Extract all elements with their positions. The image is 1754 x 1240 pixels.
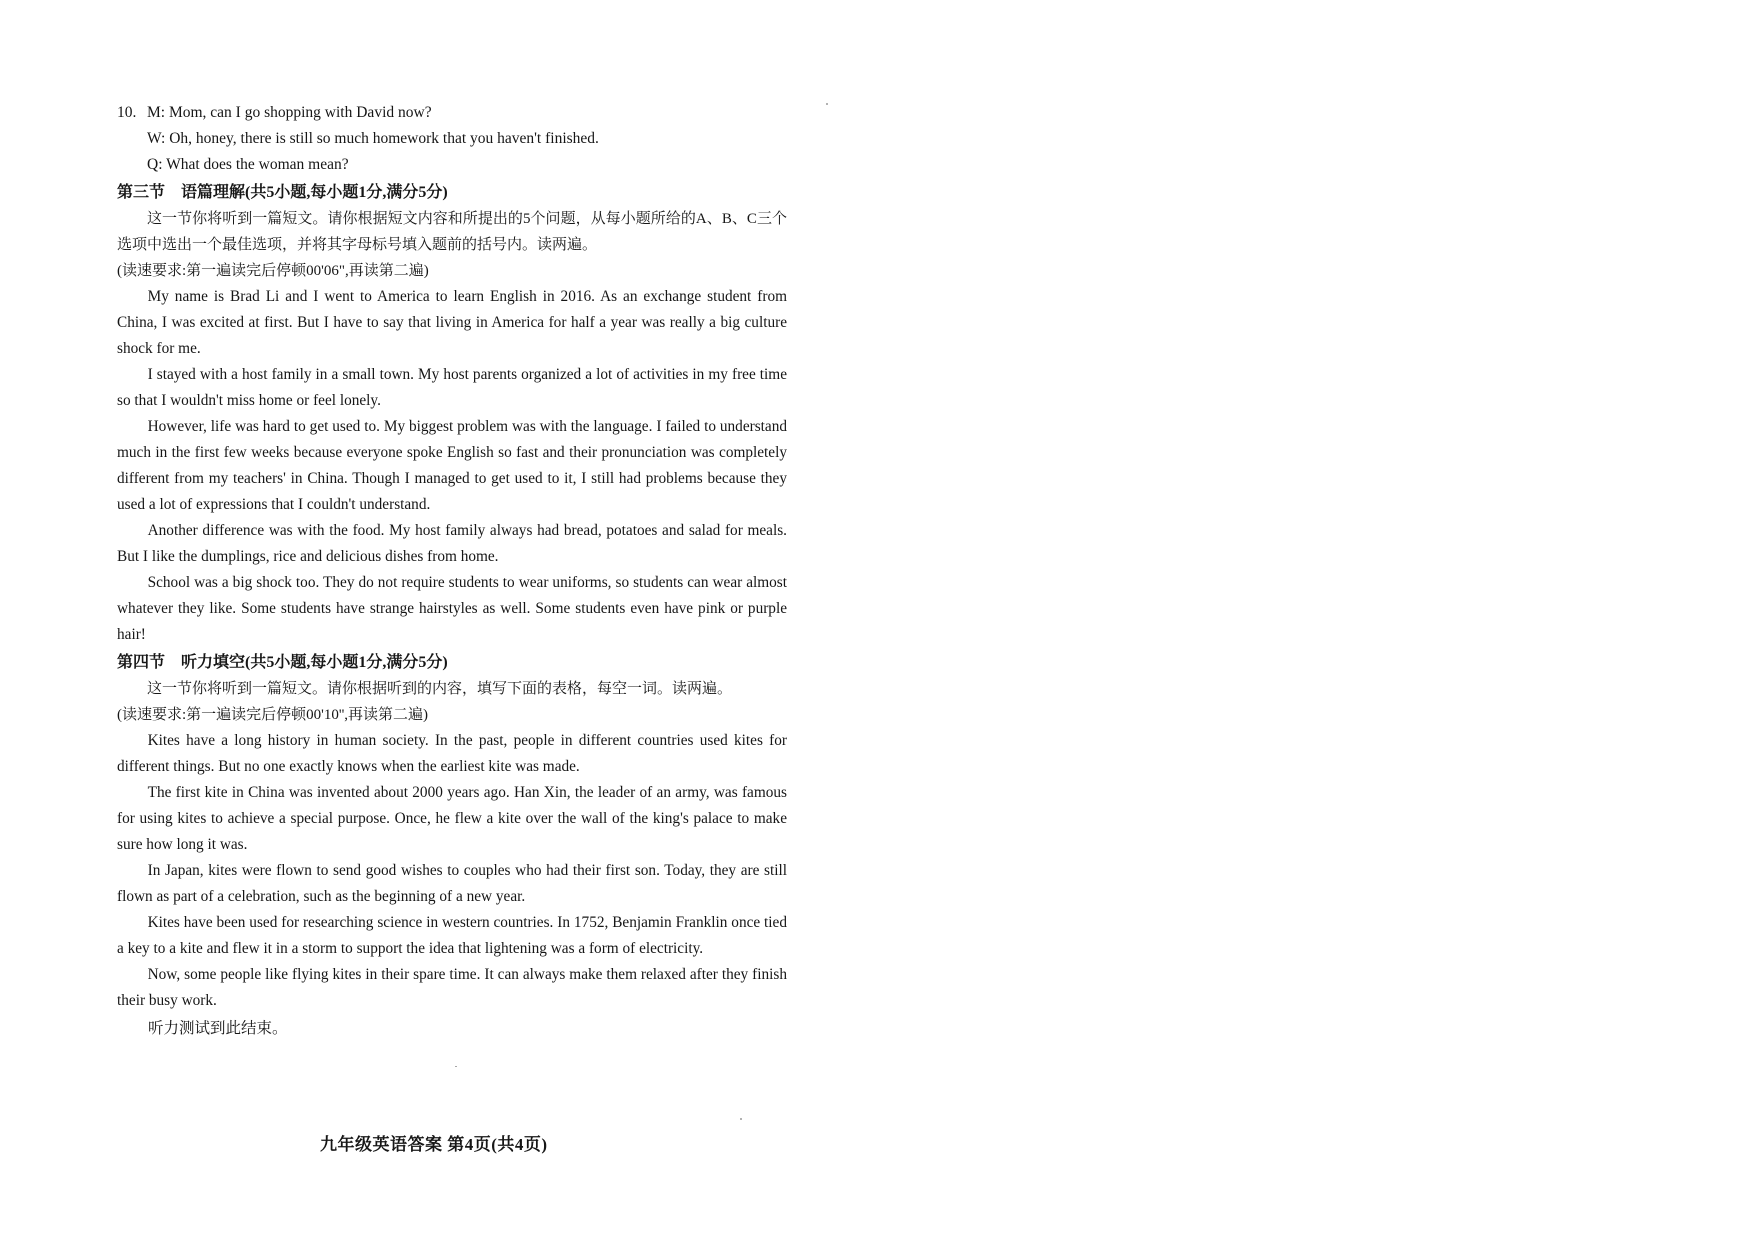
page-footer: 九年级英语答案 第4页(共4页) [320,1135,548,1154]
section3-reading-requirement: (读速要求:第一遍读完后停顿00'06",再读第二遍) [117,263,429,279]
dialogue-line-q: Q: What does the woman mean? [147,156,349,173]
scan-speck [740,1118,742,1120]
text-column [117,100,787,1042]
section3-paragraph: Another difference was with the food. My host family always had bread, potatoes and salad for meals. But I like the dumplings, rice and delicious dishes from home. [117,522,787,565]
section4-instruction: 这一节你将听到一篇短文。请你根据听到的内容，填写下面的表格，每空一词。读两遍。 [147,681,733,697]
section4-paragraph: Now, some people like flying kites in their spare time. It can always make them relaxed after they finish their busy work. [117,966,787,1009]
section3-paragraph: My name is Brad Li and I went to America to learn English in 2016. As an exchange student from China, I was excited at first. But I have to say that living in America for half a year was really a big culture shock for me. [117,288,787,357]
section3-subtitle: 语篇理解(共5小题,每小题1分,满分5分) [181,184,448,201]
section3-paragraph: School was a big shock too. They do not require students to wear uniforms, so students can wear almost whatever they like. Some students have strange hairstyles as well. Some students even have pink or purple hair! [117,574,787,643]
section4-paragraph: Kites have been used for researching science in western countries. In 1752, Benjamin Franklin once tied a key to a kite and flew it in a storm to support the idea that lightening was a form of electricity. [117,914,787,957]
section4-paragraph: Kites have a long history in human society. In the past, people in different countries used kites for different things. But no one exactly knows when the earliest kite was made. [117,732,787,775]
section4-paragraph: The first kite in China was invented about 2000 years ago. Han Xin, the leader of an army, was famous for using kites to achieve a special purpose. Once, he flew a kite over the wall of the king's palace to make sure how long it was. [117,784,787,853]
section4-heading [117,650,787,676]
dialogue-line-m: 10. M: Mom, can I go shopping with David now? [117,100,787,126]
dialogue-line-w: W: Oh, honey, there is still so much homework that you haven't finished. [147,130,599,147]
section4-subtitle: 听力填空(共5小题,每小题1分,满分5分) [181,654,448,671]
section3-paragraph: I stayed with a host family in a small town. My host parents organized a lot of activities in my free time so that I wouldn't miss home or feel lonely. [117,366,787,409]
closing-note: 听力测试到此结束。 [148,1020,288,1037]
section4-title: 第四节 [117,654,166,671]
section4-paragraph: In Japan, kites were flown to send good wishes to couples who had their first son. Today, they are still flown as part of a celebration, such as the beginning of a new year. [117,862,787,905]
scan-speck [826,103,828,105]
section3-instruction: 这一节你将听到一篇短文。请你根据短文内容和所提出的5个问题，从每小题所给的A、B、C三个选项中选出一个最佳选项，并将其字母标号填入题前的括号内。读两遍。 [117,211,787,253]
section3-heading [117,180,787,206]
section3-paragraph: However, life was hard to get used to. My biggest problem was with the language. I failed to understand much in the first few weeks because everyone spoke English so fast and their pronunciation was completely different from my teachers' in China. Though I managed to get used to it, I still had problems because they used a lot of expressions that I couldn't understand. [117,418,787,513]
section4-reading-requirement: (读速要求:第一遍读完后停顿00'10'',再读第二遍) [117,707,429,723]
question-number: 10. [117,104,137,121]
section3-title: 第三节 [117,184,166,201]
scan-speck [455,1066,457,1067]
